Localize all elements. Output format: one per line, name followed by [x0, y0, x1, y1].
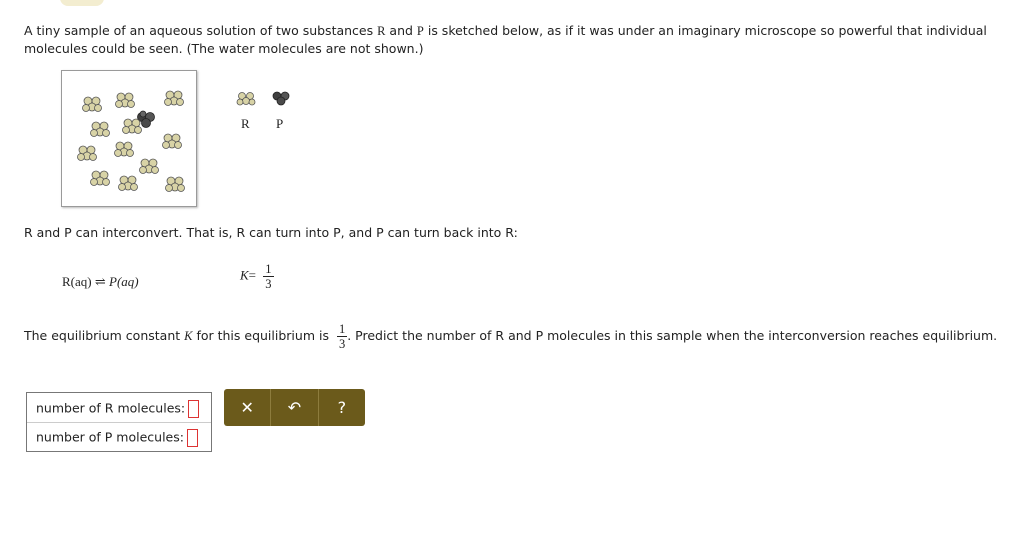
molecule-r — [123, 119, 142, 134]
reactant: R(aq) — [62, 274, 92, 289]
equilibrium-arrow-icon: ⇌ — [94, 274, 106, 289]
k-expression — [240, 262, 274, 291]
molecule-r — [140, 159, 159, 174]
molecule-legend — [232, 86, 302, 136]
top-tab-decoration — [60, 0, 104, 6]
help-icon: ? — [337, 398, 347, 417]
interconvert-text: R and P can interconvert. That is, R can turn into P, and P can turn back into R: — [24, 225, 518, 240]
molecule-r — [91, 122, 110, 137]
undo-icon: ↶ — [287, 398, 302, 417]
k-numerator: 1 — [265, 262, 272, 276]
clear-button[interactable] — [224, 389, 271, 426]
molecule-r — [163, 134, 182, 149]
k-denominator: 3 — [265, 277, 272, 291]
close-icon: ✕ — [240, 398, 254, 417]
k-symbol: K — [240, 267, 249, 283]
molecule-r — [165, 91, 184, 106]
molecule-sketch — [62, 71, 196, 206]
p-molecules-input[interactable] — [187, 429, 198, 447]
undo-button[interactable] — [271, 389, 318, 426]
molecule-r — [83, 97, 102, 112]
legend-molecule-r — [237, 93, 255, 106]
molecule-r — [116, 93, 135, 108]
product: P(aq) — [109, 274, 139, 289]
k-equals: = — [248, 267, 257, 283]
molecule-r — [166, 177, 185, 192]
legend-molecule-p — [273, 92, 289, 105]
k-fraction — [263, 262, 273, 291]
r-molecules-input[interactable] — [188, 400, 199, 418]
molecule-p — [138, 111, 155, 128]
answer-box — [26, 392, 212, 452]
legend-label-r: R — [241, 116, 250, 131]
k-value-fraction: $\frac{1}{3}$ — [338, 322, 346, 351]
molecule-r — [78, 146, 97, 161]
molecule-r — [115, 142, 134, 157]
answer-row-r — [36, 400, 199, 418]
answer-label-r: number of R molecules: — [36, 400, 186, 416]
help-button[interactable] — [319, 389, 365, 426]
legend-label-p: P — [276, 116, 284, 131]
answer-toolbar — [224, 389, 365, 426]
reaction-equation — [62, 274, 139, 290]
molecule-r — [119, 176, 138, 191]
answer-label-p: number of P molecules: — [36, 429, 184, 445]
microscope-sample-box — [61, 70, 197, 207]
molecule-r — [91, 171, 110, 186]
answer-row-p — [36, 429, 198, 447]
intro-text: A tiny sample of an aqueous solution of two substances R and P is sketched below, as if it was under an imaginary microscope so powerful that individual molecules could be seen. (The water molecules are not shown.) — [24, 23, 987, 56]
answer-divider — [27, 422, 211, 423]
equilibrium-sentence: The equilibrium constant K for this equilibrium is $\frac{1}{3}$ . Predict the number of R and P molecules in this sample when the interconversion reaches equilibrium. — [24, 322, 998, 351]
